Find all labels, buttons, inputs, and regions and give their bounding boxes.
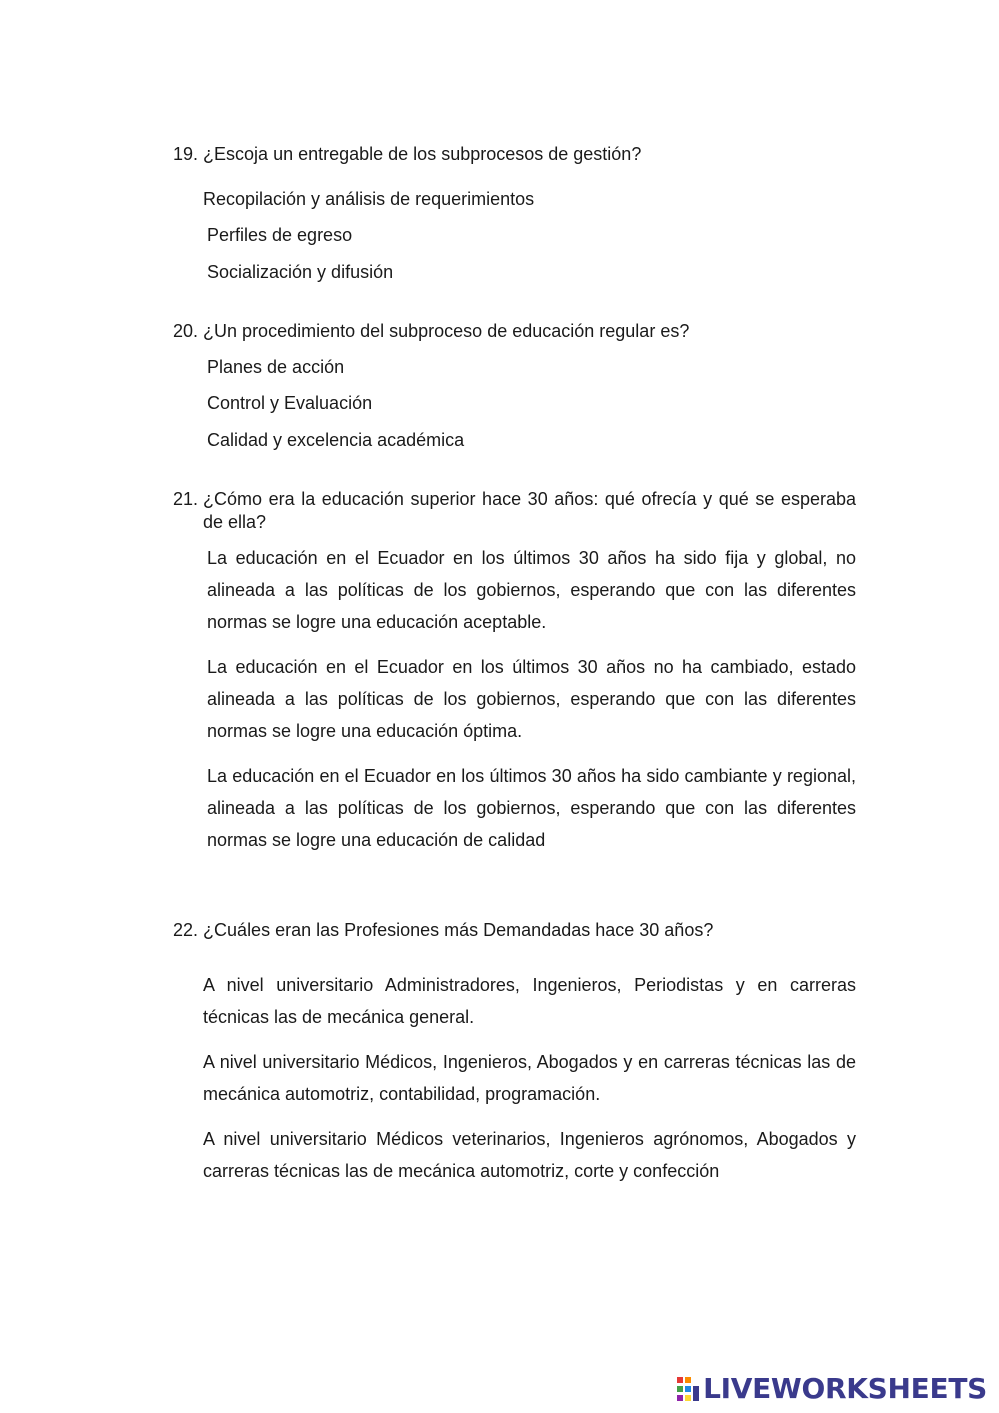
q19-option-3[interactable]: Socialización y difusión [207, 262, 394, 282]
question-number: 21. [173, 489, 199, 509]
question-text: ¿Cómo era la educación superior hace 30 años: qué ofrecía y qué se esperaba de ella? [203, 489, 856, 532]
q21-option-1[interactable]: La educación en el Ecuador en los últimos 30 años ha sido fija y global, no alineada a las políticas de los gobiernos, esperando que con las diferentes normas se logre una educación aceptable. [207, 548, 856, 632]
question-text: ¿Cuáles eran las Profesiones más Demandadas hace 30 años? [203, 920, 714, 940]
q20-option-3[interactable]: Calidad y excelencia académica [207, 430, 465, 450]
liveworksheets-logo-icon [677, 1377, 699, 1401]
question-number: 22. [173, 920, 199, 940]
q22-option-3[interactable]: A nivel universitario Médicos veterinarios, Ingenieros agrónomos, Abogados y carreras técnicas las de mecánica automotriz, corte y confección [203, 1129, 856, 1181]
question-21 [173, 488, 856, 534]
q19-option-1[interactable]: Recopilación y análisis de requerimientos [203, 189, 535, 209]
question-20 [173, 319, 873, 343]
q22-option-1[interactable]: A nivel universitario Administradores, Ingenieros, Periodistas y en carreras técnicas las de mecánica general. [203, 975, 856, 1027]
q21-option-3[interactable]: La educación en el Ecuador en los últimos 30 años ha sido cambiante y regional, alineada a las políticas de los gobiernos, esperando que con las diferentes normas se logre una educación de calidad [207, 766, 856, 850]
question-22 [173, 918, 873, 942]
question-number: 19. [173, 144, 199, 164]
question-number: 20. [173, 321, 199, 341]
question-text: ¿Escoja un entregable de los subprocesos de gestión? [203, 144, 642, 164]
q20-option-2[interactable]: Control y Evaluación [207, 393, 373, 413]
question-text: ¿Un procedimiento del subproceso de educación regular es? [203, 321, 690, 341]
q21-option-2[interactable]: La educación en el Ecuador en los últimos 30 años no ha cambiado, estado alineada a las políticas de los gobiernos, esperando que con las diferentes normas se logre una educación óptima. [207, 657, 856, 741]
q19-option-2[interactable]: Perfiles de egreso [207, 225, 353, 245]
logo-text: LIVEWORKSHEETS [703, 1372, 987, 1405]
question-19 [173, 142, 873, 166]
q22-option-2[interactable]: A nivel universitario Médicos, Ingenieros, Abogados y en carreras técnicas las de mecánica automotriz, contabilidad, programación. [203, 1052, 856, 1104]
liveworksheets-logo [677, 1374, 987, 1404]
q20-option-1[interactable]: Planes de acción [207, 357, 345, 377]
